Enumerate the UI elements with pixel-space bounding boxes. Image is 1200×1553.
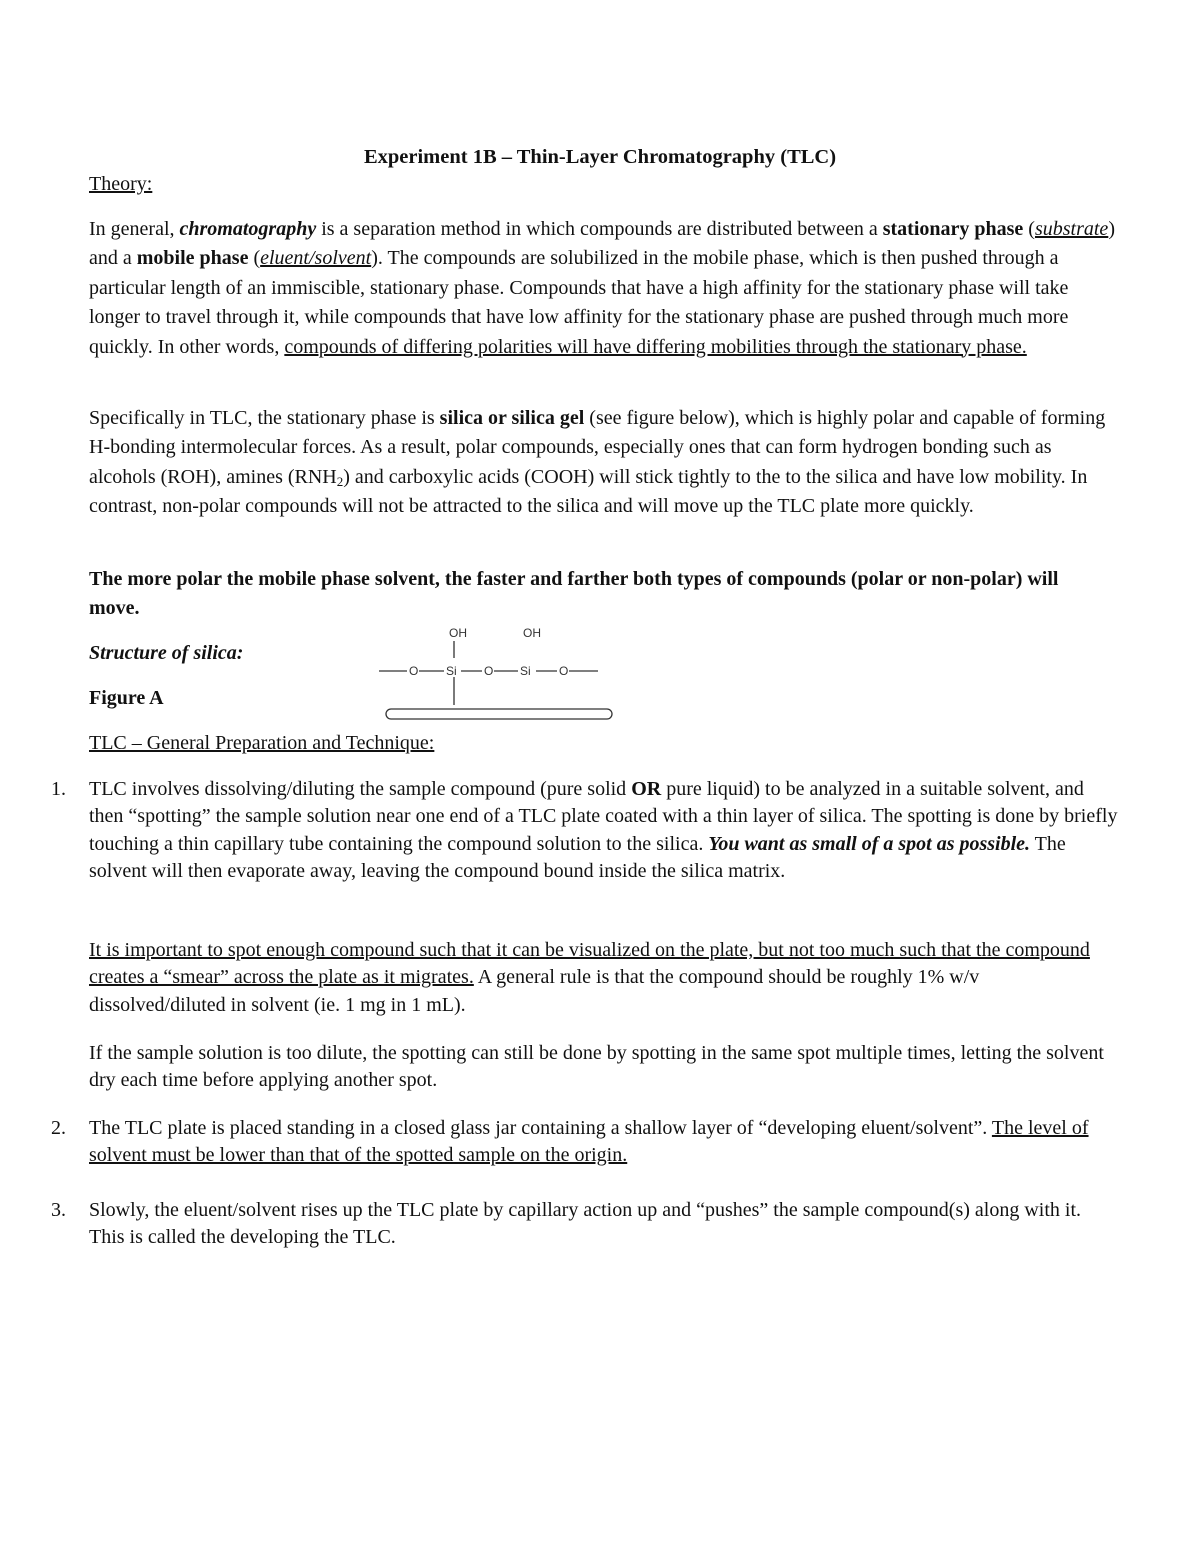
silica-structure-figure [370, 622, 620, 726]
text: In general, [89, 218, 180, 240]
list-number: 2. [51, 1117, 66, 1139]
text: Slowly, the eluent/solvent rises up the TLC plate by capillary action up and “pushes” the sample compound(s) along with it. This is called the developing the TLC. [89, 1199, 1082, 1249]
text: ( [1023, 218, 1035, 240]
text: TLC involves dissolving/diluting the sample compound (pure solid [89, 778, 632, 800]
text: ) and a [89, 218, 1115, 270]
oxygen-label-3: O [559, 664, 569, 678]
term-eluent-solvent: eluent/solvent [260, 247, 372, 270]
silicon-label-2: Si [520, 664, 531, 678]
list-item-1-note [89, 937, 1119, 1019]
term-stationary-phase: stationary phase [882, 218, 1024, 240]
text: pure liquid) to be analyzed in a suitable solvent, and then “spotting” the sample solution near one end of a TLC plate coated with a thin layer of silica. The spotting is done by briefly touching a thin capillary tube containing the compound solution to the silica. [89, 778, 1118, 855]
list-item-3 [51, 1197, 1119, 1252]
text: A general rule is that the compound should be roughly 1% w/v dissolved/diluted in solvent (ie. 1 mg in 1 mL). [89, 966, 980, 1016]
silica-surface-plate [386, 709, 612, 719]
theory-heading: Theory: [89, 173, 153, 195]
oh-label-2: OH [523, 626, 541, 640]
paragraph-chromatography-intro [89, 215, 1119, 362]
emphasis-small-spot: You want as small of a spot as possible. [708, 832, 1031, 855]
list-item-1 [51, 776, 1119, 886]
key-point-polarity: compounds of differing polarities will have differing mobilities through the stationary phase. [284, 335, 1027, 358]
key-point-solvent-level: The level of solvent must be lower than that of the spotted sample on the origin. [89, 1117, 1089, 1167]
tlc-technique-heading: TLC – General Preparation and Technique: [89, 732, 435, 754]
list-item-1-dilute-note: If the sample solution is too dilute, the spotting can still be done by spotting in the same spot multiple times, letting the solvent dry each time before applying another spot. [89, 1042, 1104, 1092]
term-substrate: substrate [1034, 218, 1109, 240]
text: ( [248, 247, 261, 270]
text: Specifically in TLC, the stationary phase is [89, 407, 440, 429]
figure-label: Figure A [89, 687, 164, 709]
text: (see figure below), which is highly polar and capable of forming H-bonding intermolecular forces. As a result, polar compounds, especially ones that can form hydrogen bonding such as alcohols (ROH), amines (RNH [89, 407, 1106, 488]
key-point-spotting: It is important to spot enough compound such that it can be visualized on the plate, but not too much such that the compound creates a “smear” across the plate as it migrates. [89, 939, 1090, 989]
page-title: Experiment 1B – Thin-Layer Chromatography (TLC) [363, 146, 837, 168]
subscript-2: 2 [336, 473, 344, 489]
oxygen-label-1: O [409, 664, 419, 678]
term-mobile-phase: mobile phase [136, 247, 249, 270]
text: ). The compounds are solubilized in the mobile phase, which is then pushed through a particular length of an immiscible, stationary phase. Compounds that have a high affinity for the stationary phase will take longer to travel through it, while compounds that have low affinity for the stationary phase are pushed through much more quickly. In other words, [89, 247, 1069, 358]
paragraph-tlc-silica [89, 404, 1119, 522]
oxygen-label-2: O [484, 664, 494, 678]
list-number: 1. [51, 778, 66, 800]
text: ) and carboxylic acids (COOH) will stick tightly to the to the silica and have low mobility. In contrast, non-polar compounds will not be attracted to the silica and will move up the TLC plate more quickly. [89, 465, 1088, 518]
term-chromatography: chromatography [179, 218, 317, 240]
text: is a separation method in which compounds are distributed between a [316, 218, 883, 240]
oh-label-1: OH [449, 626, 467, 640]
structure-label: Structure of silica: [89, 642, 244, 664]
emphasis-or: OR [631, 778, 662, 800]
silicon-label-1: Si [446, 664, 457, 678]
text: The TLC plate is placed standing in a closed glass jar containing a shallow layer of “developing eluent/solvent”. [89, 1117, 992, 1139]
term-silica: silica or silica gel [439, 407, 585, 429]
text: The solvent will then evaporate away, leaving the compound bound inside the silica matrix. [89, 832, 1066, 883]
paragraph-mobile-phase-rule: The more polar the mobile phase solvent, the faster and farther both types of compounds (polar or non-polar) will move. [89, 568, 1059, 620]
list-item-2 [51, 1115, 1119, 1170]
list-number: 3. [51, 1199, 66, 1221]
